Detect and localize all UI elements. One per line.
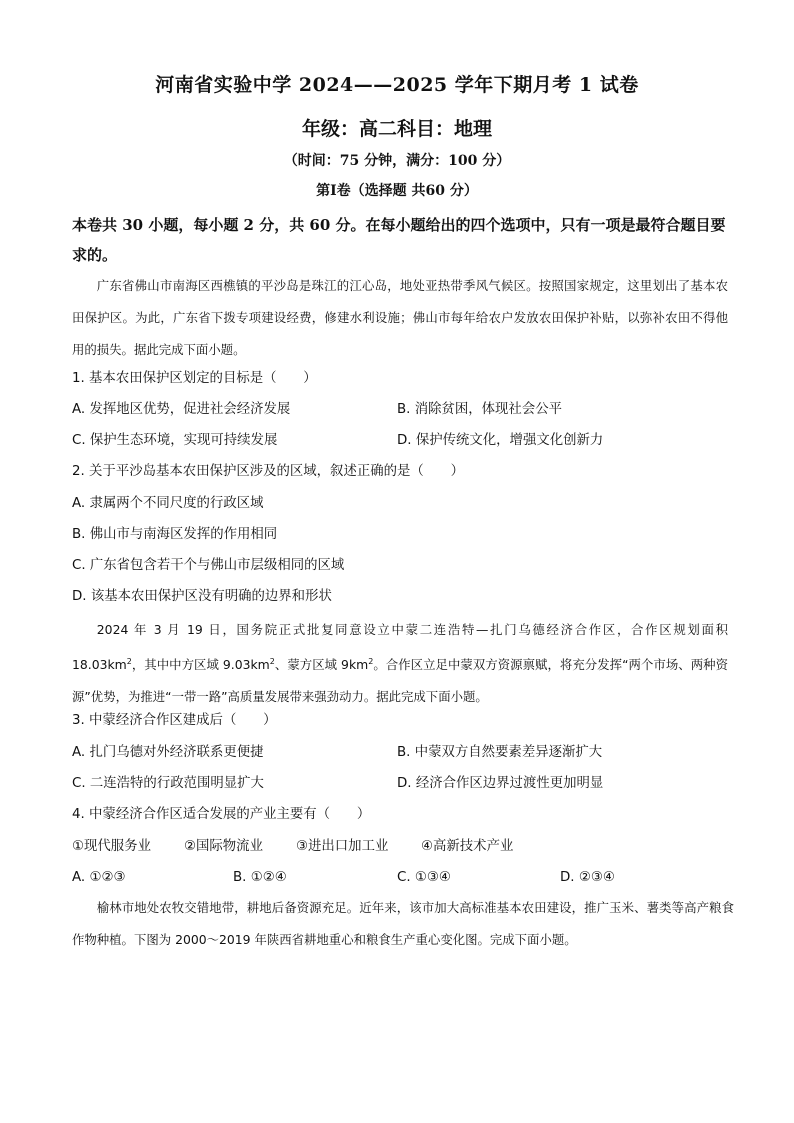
passage-2-text-2: ，其中中方区域 9.03km [131, 656, 270, 672]
question-4-stem: 4. 中蒙经济合作区适合发展的产业主要有（ ） [72, 807, 371, 822]
q4-item-2: ②国际物流业 [184, 839, 263, 854]
passage-2-text-4: 。合作区立足中蒙双方资源禀赋，将充分发挥“两个市场、两种资源”优势，为推进“一带一路”高质量发展带来强劲动力。据此完成下面小题。 [72, 656, 729, 704]
superscript-2: 2 [126, 656, 132, 666]
question-2-stem: 2. 关于平沙岛基本农田保护区涉及的区域，叙述正确的是（ ） [72, 464, 464, 479]
q4-option-c: C. ①③④ [397, 870, 451, 885]
section-instruction: 本卷共 30 小题，每小题 2 分，共 60 分。在每小题给出的四个选项中，只有一项是最符合题目要求的。 [72, 216, 726, 264]
q1-option-b: B. 消除贫困，体现社会公平 [397, 402, 562, 417]
q4-item-3: ③进出口加工业 [296, 839, 389, 854]
passage-1: 广东省佛山市南海区西樵镇的平沙岛是珠江的江心岛，地处亚热带季风气候区。按照国家规定，这里划出了基本农田保护区。为此，广东省下拨专项建设经费，修建水利设施；佛山市每年给农户发放农田保护补贴，以弥补农田不得他用的损失。据此完成下面小题。 [72, 278, 728, 357]
q3-option-b: B. 中蒙双方自然要素差异逐渐扩大 [397, 745, 603, 760]
q3-option-d: D. 经济合作区边界过渡性更加明显 [397, 776, 604, 791]
q4-option-b: B. ①②④ [233, 870, 287, 885]
passage-2 [72, 614, 728, 713]
question-1-stem: 1. 基本农田保护区划定的目标是（ ） [72, 371, 317, 386]
grade-subject: 年级：高二科目：地理 [301, 118, 492, 140]
q1-option-d: D. 保护传统文化，增强文化创新力 [397, 433, 604, 448]
passage-2-text-1: 2024 年 3 月 19 日，国务院正式批复同意设立中蒙二连浩特—扎门乌德经济合作区，合作区规划面积 18.03km [72, 622, 728, 672]
q2-option-c: C. 广东省包含若干个与佛山市层级相同的区域 [72, 558, 345, 573]
q2-option-b: B. 佛山市与南海区发挥的作用相同 [72, 527, 278, 542]
q1-option-a: A. 发挥地区优势，促进社会经济发展 [72, 402, 291, 417]
q2-option-a: A. 隶属两个不同尺度的行政区域 [72, 496, 264, 511]
q3-option-c: C. 二连浩特的行政范围明显扩大 [72, 776, 264, 791]
superscript-2: 2 [368, 656, 374, 666]
q4-option-a: A. ①②③ [72, 870, 126, 885]
superscript-2: 2 [269, 656, 275, 666]
passage-2-text-3: 、蒙方区域 9km [274, 656, 369, 672]
q4-item-4: ④高新技术产业 [421, 839, 514, 854]
q4-item-1: ①现代服务业 [72, 839, 151, 854]
time-info: （时间：75 分钟，满分：100 分） [283, 153, 511, 169]
q1-option-c: C. 保护生态环境，实现可持续发展 [72, 433, 278, 448]
exam-title: 河南省实验中学 2024——2025 学年下期月考 1 试卷 [155, 74, 639, 96]
question-3-stem: 3. 中蒙经济合作区建成后（ ） [72, 713, 277, 728]
q3-option-a: A. 扎门乌德对外经济联系更便捷 [72, 745, 264, 760]
q2-option-d: D. 该基本农田保护区没有明确的边界和形状 [72, 589, 332, 604]
passage-3: 榆林市地处农牧交错地带，耕地后备资源充足。近年来，该市加大高标准基本农田建设，推广玉米、薯类等高产粮食作物种植。下图为 2000～2019 年陕西省耕地重心和粮食生产重心变化图。完成下面小题。 [72, 900, 734, 947]
section-heading: 第Ⅰ卷（选择题 共60 分） [316, 183, 478, 199]
q4-option-d: D. ②③④ [560, 870, 615, 885]
